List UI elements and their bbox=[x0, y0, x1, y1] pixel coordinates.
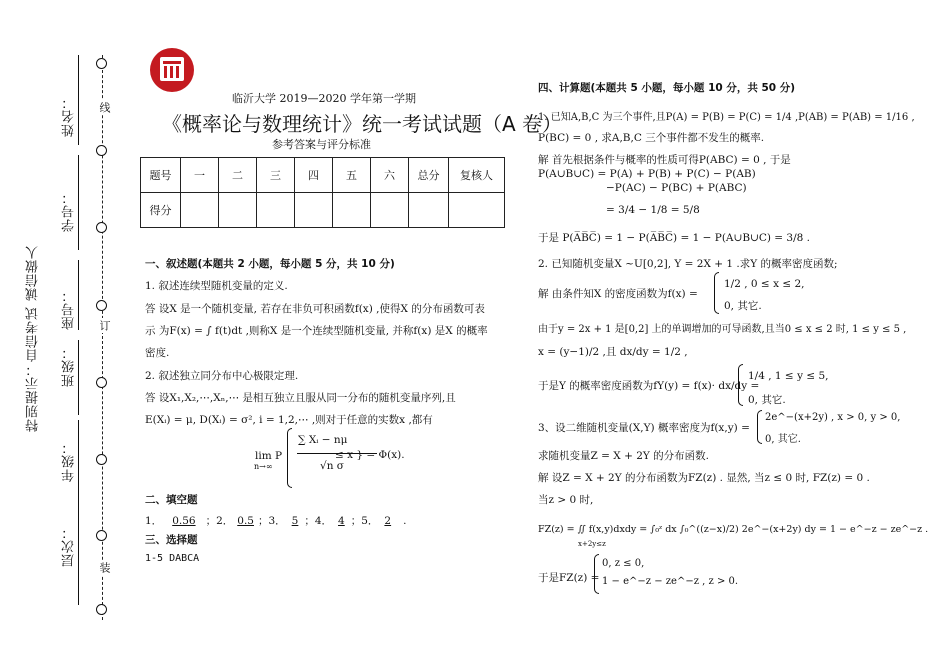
university-logo bbox=[150, 48, 194, 92]
calc-q3-case1: 2e^−(x+2y) , x > 0, y > 0, bbox=[765, 412, 901, 423]
score-cell: 复核人 bbox=[449, 158, 505, 193]
calc-a1-line5: 于是 P(A̅B̅C̅) = 1 − P(A̅B̅C̅) = 1 − P(A∪B∪C) = 3/8 . bbox=[538, 232, 811, 244]
score-cell: 五 bbox=[333, 158, 371, 193]
score-entry[interactable] bbox=[333, 193, 371, 228]
seat-underline[interactable] bbox=[78, 260, 79, 330]
student-id-label: 学号： bbox=[62, 190, 77, 232]
seat-label: 座号： bbox=[62, 288, 77, 330]
score-table bbox=[140, 157, 505, 228]
calc-a2-case2: 0, 其它. bbox=[724, 300, 762, 312]
q1-text: 1. 叙述连续型随机变量的定义. bbox=[145, 280, 288, 292]
student-id-underline[interactable] bbox=[78, 155, 79, 250]
calc-q3-line1: 3、设二维随机变量(X,Y) 概率密度为f(x,y) = bbox=[538, 422, 750, 434]
section3-heading: 三、选择题 bbox=[145, 534, 198, 546]
calc-a3-case2: 1 − e^−z − ze^−z , z > 0. bbox=[602, 576, 739, 587]
calc-a1-line2: P(A∪B∪C) = P(A) + P(B) + P(C) − P(AB) bbox=[538, 168, 756, 180]
calc-a1-line4: = 3/4 − 1/8 = 5/8 bbox=[606, 204, 700, 216]
binding-hole bbox=[96, 58, 107, 69]
clt-numerator: ∑ Xᵢ − nμ bbox=[298, 434, 348, 446]
score-cell: 四 bbox=[295, 158, 333, 193]
blank-suffix: . bbox=[403, 515, 407, 527]
score-entry[interactable] bbox=[219, 193, 257, 228]
blank-answer: 5 bbox=[291, 515, 299, 527]
score-entry[interactable] bbox=[371, 193, 409, 228]
score-table-header-row bbox=[141, 158, 505, 193]
binding-word-bind: 装 bbox=[98, 562, 111, 573]
binding-word-line: 线 bbox=[98, 102, 111, 113]
class-label: 班级： bbox=[62, 345, 77, 387]
clt-lim-subscript: n→∞ bbox=[254, 462, 273, 471]
piecewise-brace bbox=[738, 364, 743, 406]
level-label: 层次： bbox=[62, 525, 77, 567]
exam-title: 《概率论与数理统计》统一考试试题（A 卷） bbox=[162, 112, 563, 136]
calc-a2-case4: 0, 其它. bbox=[748, 394, 786, 406]
binding-hole bbox=[96, 604, 107, 615]
integrity-notice: 特别提示：自信考试 诚信做人 bbox=[26, 245, 41, 433]
section1-heading: 一、叙述题(本题共 2 小题，每小题 5 分，共 10 分) bbox=[145, 258, 395, 270]
binding-hole bbox=[96, 145, 107, 156]
binding-hole bbox=[96, 454, 107, 465]
binding-hole bbox=[96, 300, 107, 311]
blank-answer: 0.56 bbox=[172, 515, 196, 527]
calc-a3-line1: 解 设Z = X + 2Y 的分布函数为FZ(z) . 显然, 当z ≤ 0 时, FZ(z) = 0 . bbox=[538, 472, 870, 484]
calc-a2-line1: 解 由条件知X 的密度函数为f(x) = bbox=[538, 288, 698, 300]
calc-a2-case1: 1/2 , 0 ≤ x ≤ 2, bbox=[724, 278, 805, 290]
piecewise-brace bbox=[757, 410, 762, 444]
piecewise-brace bbox=[714, 272, 719, 314]
blank-answer: 0.5 bbox=[237, 515, 254, 527]
term-line: 临沂大学 2019—2020 学年第一学期 bbox=[232, 92, 416, 105]
calc-a3-line4: 于是FZ(z) = bbox=[538, 572, 600, 584]
choice-answers: 1-5 DABCA bbox=[145, 553, 200, 564]
name-label: 姓名： bbox=[62, 95, 77, 137]
score-cell: 题号 bbox=[141, 158, 181, 193]
blank-prefix: ；3． bbox=[257, 515, 286, 527]
binding-word-staple: 订 bbox=[98, 320, 111, 331]
grade-underline[interactable] bbox=[78, 420, 79, 505]
score-entry[interactable] bbox=[257, 193, 295, 228]
answer-key-subtitle: 参考答案与评分标准 bbox=[272, 138, 371, 151]
calc-a2-line2: 由于y = 2x + 1 是[0,2] 上的单调增加的可导函数,且当0 ≤ x ≤ 2 时, 1 ≤ y ≤ 5 , bbox=[538, 324, 907, 335]
level-underline[interactable] bbox=[78, 505, 79, 605]
score-entry[interactable] bbox=[181, 193, 219, 228]
class-underline[interactable] bbox=[78, 340, 79, 415]
score-cell: 总分 bbox=[409, 158, 449, 193]
calc-a1-line1: 解 首先根据条件与概率的性质可得P(ABC) = 0 , 于是 bbox=[538, 154, 791, 166]
score-entry[interactable] bbox=[409, 193, 449, 228]
calc-q2-line1: 2. 已知随机变量X ~U[0,2], Y = 2X + 1 .求Y 的概率密度函数; bbox=[538, 258, 838, 270]
blank-answer: 2 bbox=[384, 515, 392, 527]
a2-line1: 答 设X₁,X₂,⋯,Xₙ,⋯ 是相互独立且服从同一分布的随机变量序列,且 bbox=[145, 392, 456, 404]
binding-hole bbox=[96, 530, 107, 541]
a1-line1: 答 设X 是一个随机变量, 若存在非负可积函数f(x) ,使得X 的分布函数可表 bbox=[145, 303, 485, 315]
calc-q1-line2: P(BC) = 0 , 求A,B,C 三个事件都不发生的概率. bbox=[538, 132, 765, 144]
calc-a2-line3: x = (y−1)/2 ,且 dx/dy = 1/2 , bbox=[538, 346, 688, 358]
calc-q3-case2: 0, 其它. bbox=[765, 434, 801, 445]
name-underline[interactable] bbox=[78, 55, 79, 145]
a1-line2: 示 为F(x) = ∫ f(t)dt ,则称X 是一个连续型随机变量, 并称f(x) 是X 的概率 bbox=[145, 325, 488, 337]
clt-lim: lim P bbox=[255, 450, 283, 462]
score-cell: 二 bbox=[219, 158, 257, 193]
section2-heading: 二、填空题 bbox=[145, 494, 198, 506]
q2-text: 2. 叙述独立同分布中心极限定理. bbox=[145, 370, 299, 382]
a1-line3: 密度. bbox=[145, 347, 170, 359]
score-cell: 六 bbox=[371, 158, 409, 193]
score-row-label: 得分 bbox=[141, 193, 181, 228]
score-entry[interactable] bbox=[449, 193, 505, 228]
grade-label: 年级： bbox=[62, 440, 77, 482]
blank-prefix: ；5． bbox=[350, 515, 379, 527]
score-cell: 三 bbox=[257, 158, 295, 193]
blank-prefix: 1． bbox=[145, 515, 163, 527]
clt-denominator: √n σ bbox=[320, 460, 344, 472]
clt-left-brace bbox=[287, 428, 292, 488]
calc-a2-case3: 1/4 , 1 ≤ y ≤ 5, bbox=[748, 370, 829, 382]
blank-prefix: ；4． bbox=[304, 515, 333, 527]
calc-q1-line1: 1. 已知A,B,C 为三个事件,且P(A) = P(B) = P(C) = 1/4 ,P(AB) = P(AB) = 1/16 , bbox=[538, 112, 915, 123]
score-cell: 一 bbox=[181, 158, 219, 193]
calc-a3-line2: 当z > 0 时, bbox=[538, 494, 594, 506]
score-entry[interactable] bbox=[295, 193, 333, 228]
score-table-score-row bbox=[141, 193, 505, 228]
blank-prefix: ；2． bbox=[205, 515, 234, 527]
a2-line2: E(Xᵢ) = μ, D(Xᵢ) = σ², i = 1,2,⋯ ,则对于任意的实数x ,都有 bbox=[145, 414, 433, 426]
clt-rhs: ≤ x } = Φ(x). bbox=[335, 449, 405, 461]
piecewise-brace bbox=[594, 554, 599, 594]
binding-hole bbox=[96, 222, 107, 233]
blank-answer: 4 bbox=[338, 515, 345, 527]
calc-a2-line4: 于是Y 的概率密度函数为fY(y) = f(x)· dx/dy = bbox=[538, 380, 760, 392]
fill-blank-answers bbox=[145, 513, 406, 528]
section4-heading: 四、计算题(本题共 5 小题，每小题 10 分，共 50 分) bbox=[538, 82, 796, 94]
calc-a1-line3: −P(AC) − P(BC) + P(ABC) bbox=[606, 182, 747, 194]
calc-a3-case1: 0, z ≤ 0, bbox=[602, 558, 645, 569]
calc-a3-line3: FZ(z) = ∬ f(x,y)dxdy = ∫₀ᶻ dx ∫₀^((z−x)/2) 2e^−(x+2y) dy = 1 − e^−z − ze^−z . bbox=[538, 524, 929, 535]
binding-hole bbox=[96, 377, 107, 388]
calc-q3-line2: 求随机变量Z = X + 2Y 的分布函数. bbox=[538, 450, 710, 462]
calc-a3-integral-region: x+2y≤z bbox=[578, 540, 606, 548]
